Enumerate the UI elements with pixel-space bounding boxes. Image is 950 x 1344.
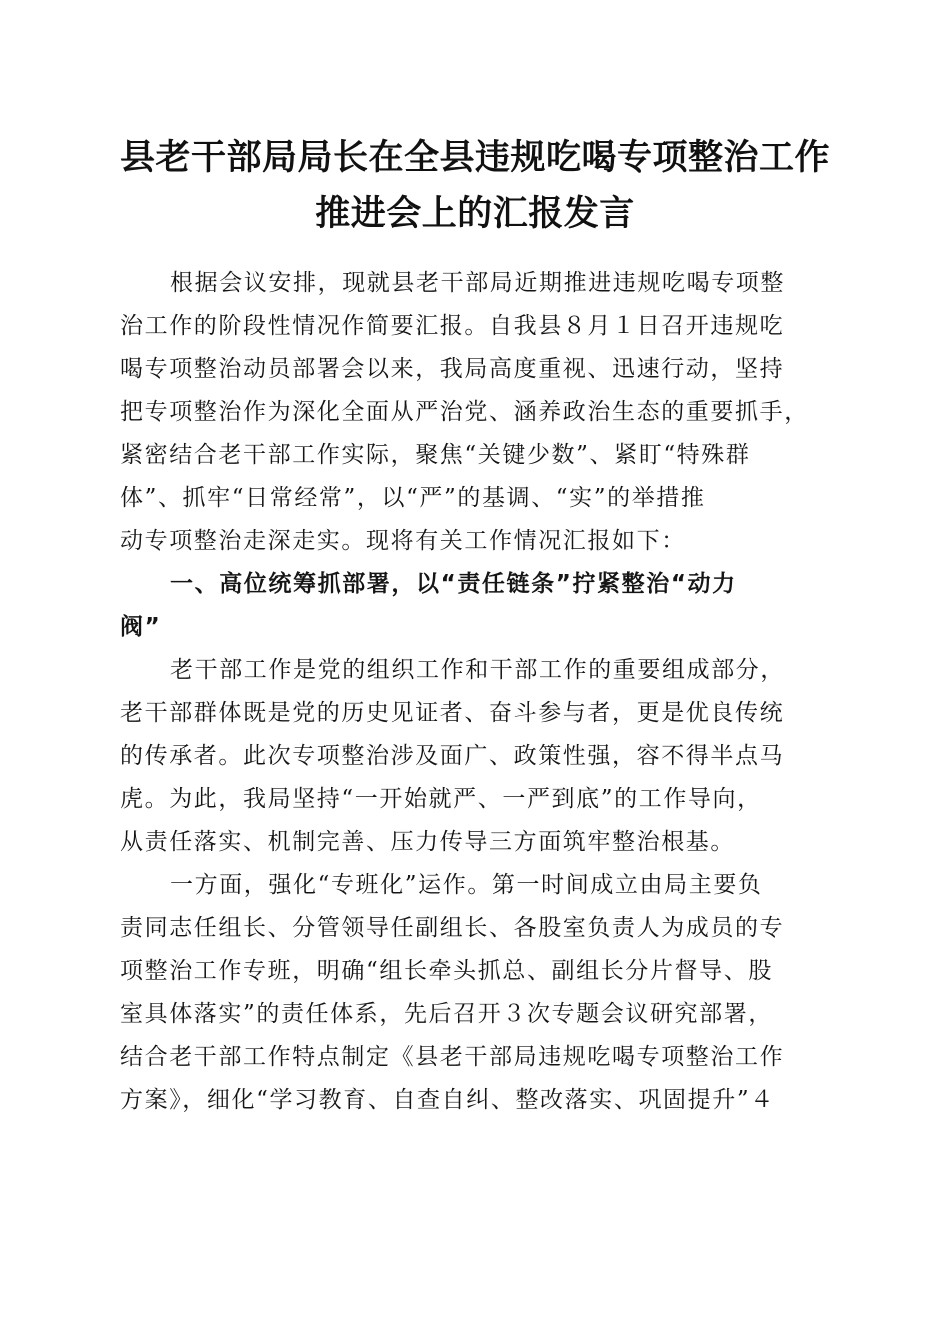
paragraph-line: 方案》，细化“学习教育、自查自纠、整改落实、巩固提升”４ <box>120 1087 775 1113</box>
paragraph-line: 把专项整治作为深化全面从严治党、涵养政治生态的重要抓手， <box>120 399 809 425</box>
paragraph-line: 责同志任组长、分管领导任副组长、各股室负责人为成员的专 <box>120 915 785 941</box>
title-line-1: 县老干部局局长在全县违规吃喝专项整治工作 <box>119 137 830 178</box>
paragraph-line: 喝专项整治动员部署会以来，我局高度重视、迅速行动，坚持 <box>120 356 785 382</box>
document-body <box>120 262 832 1122</box>
paragraph-line: 项整治工作专班，明确“组长牵头抓总、副组长分片督导、股 <box>120 958 773 984</box>
title-line-2: 推进会上的汇报发言 <box>315 193 635 234</box>
document-title <box>60 130 890 242</box>
paragraph-line: 治工作的阶段性情况作简要汇报。自我县８月１日召开违规吃 <box>120 313 785 339</box>
paragraph-line: 虎。为此，我局坚持“一开始就严、一严到底”的工作导向， <box>120 786 762 812</box>
section-heading-line: 一、高位统筹抓部署，以“责任链条”拧紧整治“动力 <box>170 571 737 597</box>
paragraph-line: 体”、抓牢“日常经常”，以“严”的基调、“实”的举措推 <box>120 485 706 511</box>
paragraph-line: 从责任落实、机制完善、压力传导三方面筑牢整治根基。 <box>120 829 735 855</box>
paragraph-line: 根据会议安排，现就县老干部局近期推进违规吃喝专项整 <box>170 270 785 296</box>
paragraph-line: 结合老干部工作特点制定《县老干部局违规吃喝专项整治工作 <box>120 1044 785 1070</box>
paragraph-line: 室具体落实”的责任体系，先后召开３次专题会议研究部署， <box>120 1001 773 1027</box>
paragraph-line: 紧密结合老干部工作实际，聚焦“关键少数”、紧盯“特殊群 <box>120 442 751 468</box>
paragraph-line: 一方面，强化“专班化”运作。第一时间成立由局主要负 <box>170 872 763 898</box>
paragraph-line: 老干部群体既是党的历史见证者、奋斗参与者，更是优良传统 <box>120 700 785 726</box>
section-heading-line: 阀” <box>120 614 162 640</box>
paragraph-line: 的传承者。此次专项整治涉及面广、政策性强，容不得半点马 <box>120 743 785 769</box>
paragraph-line: 老干部工作是党的组织工作和干部工作的重要组成部分， <box>170 657 785 683</box>
paragraph-line: 动专项整治走深走实。现将有关工作情况汇报如下： <box>120 528 686 554</box>
